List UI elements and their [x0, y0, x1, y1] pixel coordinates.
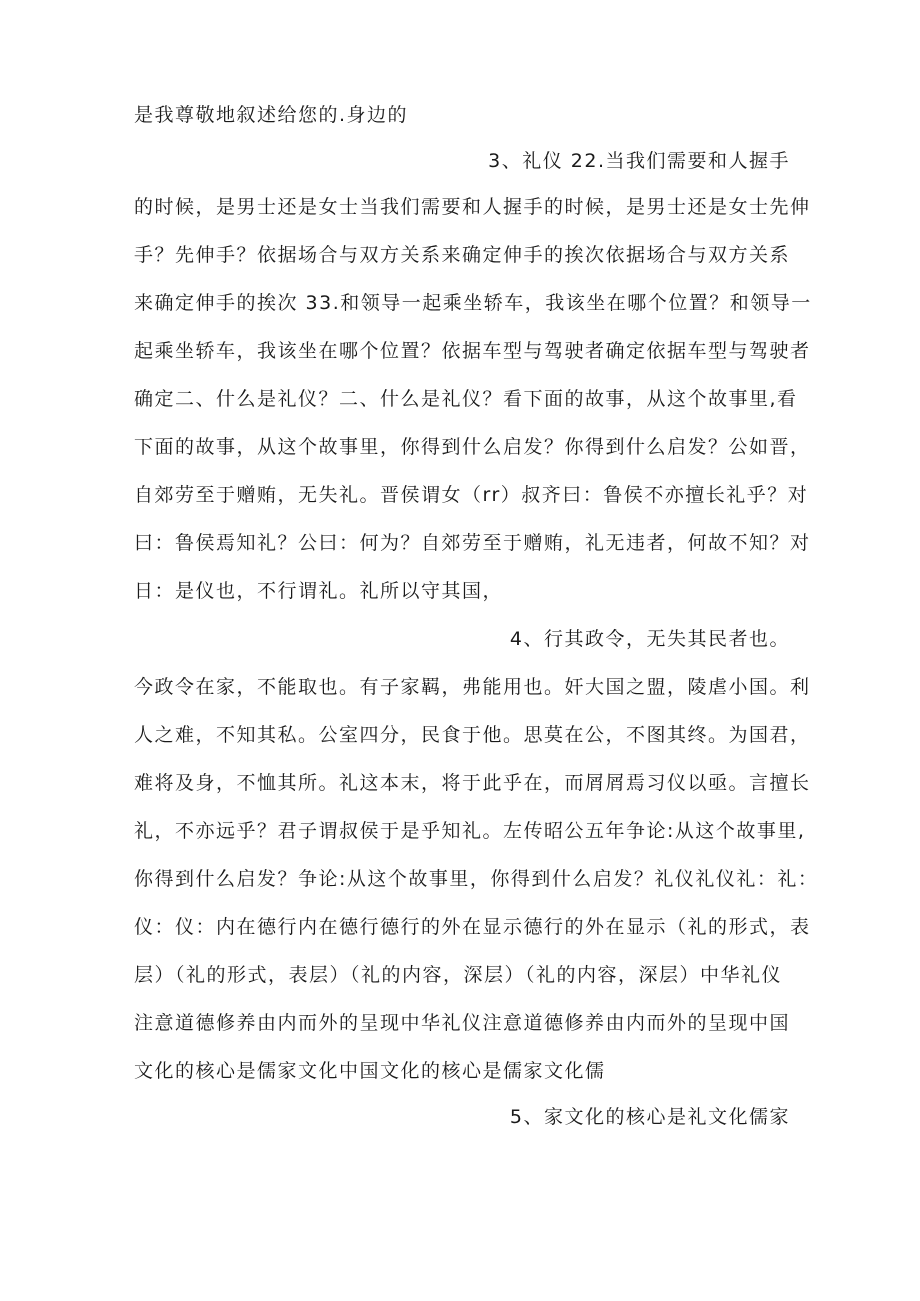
text-line: 日：是仪也，不行谓礼。礼所以守其国， — [134, 580, 504, 602]
text-line: 是我尊敬地叙述给您的.身边的 — [134, 104, 409, 126]
text-line: 手？先伸手？依据场合与双方关系来确定伸手的挨次依据场合与双方关系 — [134, 244, 791, 266]
numbered-heading: 5、家文化的核心是礼文化儒家 — [509, 1106, 790, 1128]
text-line: 曰：鲁侯焉知礼？公曰：何为？自郊劳至于赠贿，礼无违者，何故不知？对 — [134, 532, 811, 554]
numbered-heading: 3、礼仪 22.当我们需要和人握手 — [488, 150, 790, 172]
text-line: 确定二、什么是礼仪？二、什么是礼仪？看下面的故事，从这个故事里,看 — [134, 388, 798, 410]
text-line: 来确定伸手的挨次 33.和领导一起乘坐轿车，我该坐在哪个位置？和领导一 — [134, 292, 812, 314]
text-line: 难将及身，不恤其所。礼这本末，将于此乎在，而屑屑焉习仪以亟。言擅长 — [134, 772, 811, 794]
text-line: 人之难，不知其私。公室四分，民食于他。思莫在公，不图其终。为国君， — [134, 724, 811, 746]
text-line: 礼，不亦远乎？君子谓叔侯于是乎知礼。左传昭公五年争论:从这个故事里, — [134, 820, 806, 842]
numbered-heading: 4、行其政令，无失其民者也。 — [509, 628, 790, 650]
text-line: 起乘坐轿车，我该坐在哪个位置？依据车型与驾驶者确定依据车型与驾驶者 — [134, 340, 811, 362]
text-line: 你得到什么启发？争论:从这个故事里，你得到什么启发？礼仪礼仪礼：礼： — [134, 868, 819, 890]
text-line: 仪：仪：内在德行内在德行德行的外在显示德行的外在显示（礼的形式，表 — [134, 916, 811, 938]
text-line: 今政令在家，不能取也。有子家羁，弗能用也。奸大国之盟，陵虐小国。利 — [134, 676, 811, 698]
text-line: 注意道德修养由内而外的呈现中华礼仪注意道德修养由内而外的呈现中国 — [134, 1012, 791, 1034]
text-line: 自郊劳至于赠贿，无失礼。晋侯谓女（rr）叔齐曰：鲁侯不亦擅长礼乎？对 — [134, 484, 809, 506]
text-line: 层）（礼的形式，表层）（礼的内容，深层）（礼的内容，深层）中华礼仪 — [134, 964, 783, 986]
text-line: 文化的核心是儒家文化中国文化的核心是儒家文化儒 — [134, 1060, 606, 1082]
text-line: 下面的故事，从这个故事里，你得到什么启发？你得到什么启发？公如晋， — [134, 436, 811, 458]
text-line: 的时候，是男士还是女士当我们需要和人握手的时候，是男士还是女士先伸 — [134, 196, 811, 218]
